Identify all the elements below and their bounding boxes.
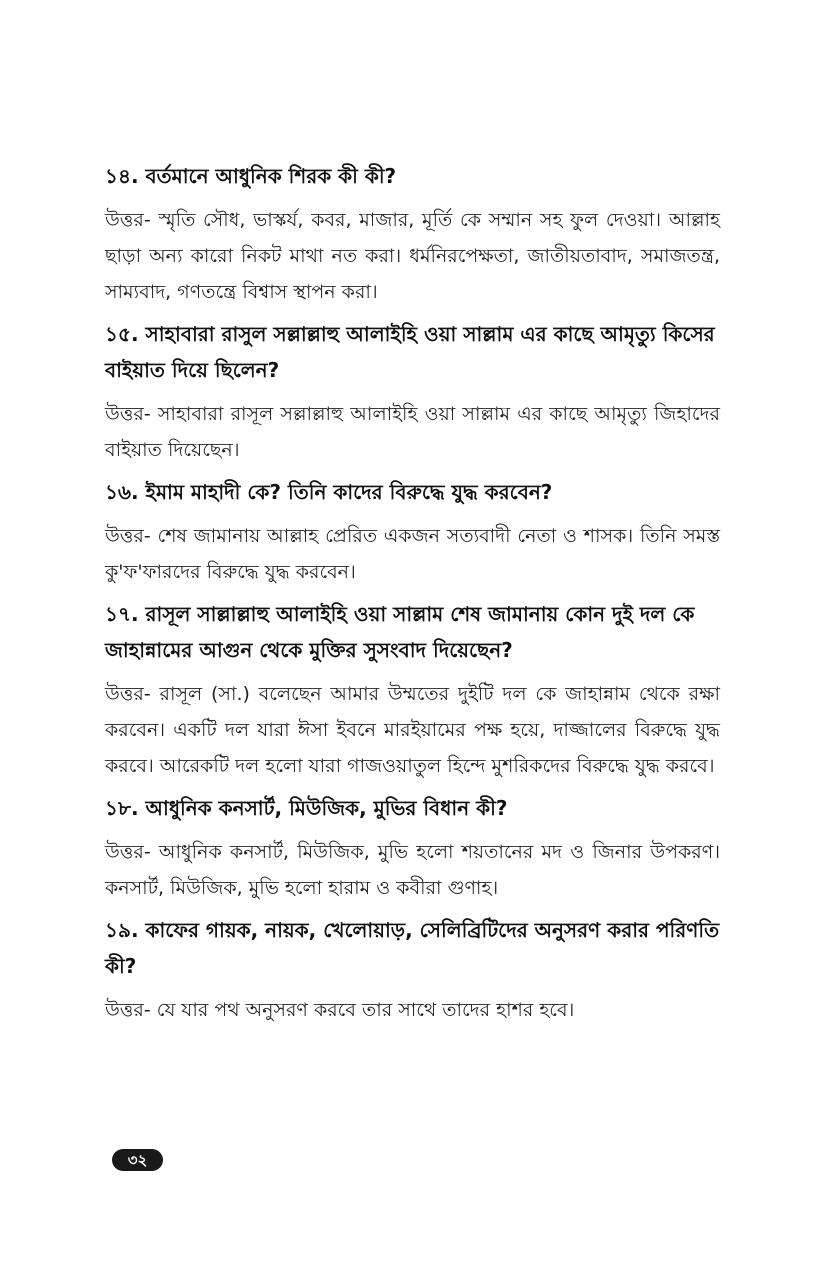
question-heading: ১৮. আধুনিক কনসার্ট, মিউজিক, মুভির বিধান কী? [105, 796, 508, 820]
question-heading: ১৭. রাসূল সাল্লাল্লাহু আলাইহি ওয়া সাল্লাম শেষ জামানায় কোন দুই দল কে জাহান্নামের আগুন থেকে মুক্তির সুসংবাদ দিয়েছেন? [105, 602, 695, 662]
answer-paragraph: উত্তর- যে যার পথ অনুসরণ করবে তার সাথে তাদের হাশর হবে। [105, 999, 575, 1021]
qa-block-19 [105, 912, 720, 1028]
page-number-badge: ৩২ [112, 1149, 163, 1171]
qa-block-14 [105, 158, 720, 310]
answer-paragraph: উত্তর- রাসূল (সা.) বলেছেন আমার উম্মতের দুইটি দল কে জাহান্নাম থেকে রক্ষা করবেন। একটি দল যারা ঈসা ইবনে মারইয়ামের পক্ষ হয়ে, দাজ্জালের বিরুদ্ধে যুদ্ধ করবে। আরেকটি দল হলো যারা গাজওয়াতুল হিন্দে মুশরিকদের বিরুদ্ধে যুদ্ধ করবে। [105, 683, 720, 777]
qa-block-16 [105, 474, 720, 590]
answer-paragraph: উত্তর- স্মৃতি সৌধ, ভাস্কর্য, কবর, মাজার, মূর্তি কে সম্মান সহ ফুল দেওয়া। আল্লাহ ছাড়া অন্য কারো নিকট মাথা নত করা। ধর্মনিরপেক্ষতা, জাতীয়তাবাদ, সমাজতন্ত্র, সাম্যবাদ, গণতন্ত্রে বিশ্বাস স্থাপন করা। [105, 209, 720, 303]
qa-block-18 [105, 790, 720, 906]
page-content [105, 158, 720, 1034]
answer-paragraph: উত্তর- সাহাবারা রাসূল সল্লাল্লাহু আলাইহি ওয়া সাল্লাম এর কাছে আমৃত্যু জিহাদের বাইয়াত দিয়েছেন। [105, 403, 720, 461]
answer-paragraph: উত্তর- শেষ জামানায় আল্লাহ প্রেরিত একজন সত্যবাদী নেতা ও শাসক। তিনি সমস্ত কু'ফ'ফারদের বিরুদ্ধে যুদ্ধ করবেন। [105, 525, 720, 583]
qa-block-17 [105, 596, 720, 784]
question-heading: ১৬. ইমাম মাহাদী কে? তিনি কাদের বিরুদ্ধে যুদ্ধ করবেন? [105, 480, 553, 504]
question-heading: ১৪. বর্তমানে আধুনিক শিরক কী কী? [105, 164, 397, 188]
question-heading: ১৯. কাফের গায়ক, নায়ক, খেলোয়াড়, সেলিব্রিটিদের অনুসরণ করার পরিণতি কী? [105, 918, 720, 978]
question-heading: ১৫. সাহাবারা রাসুল সল্লাল্লাহু আলাইহি ওয়া সাল্লাম এর কাছে আমৃত্যু কিসের বাইয়াত দিয়ে ছিলেন? [105, 322, 715, 382]
qa-block-15 [105, 316, 720, 468]
answer-paragraph: উত্তর- আধুনিক কনসার্ট, মিউজিক, মুভি হলো শয়তানের মদ ও জিনার উপকরণ। কনসার্ট, মিউজিক, মুভি হলো হারাম ও কবীরা গুণাহ। [105, 841, 720, 899]
